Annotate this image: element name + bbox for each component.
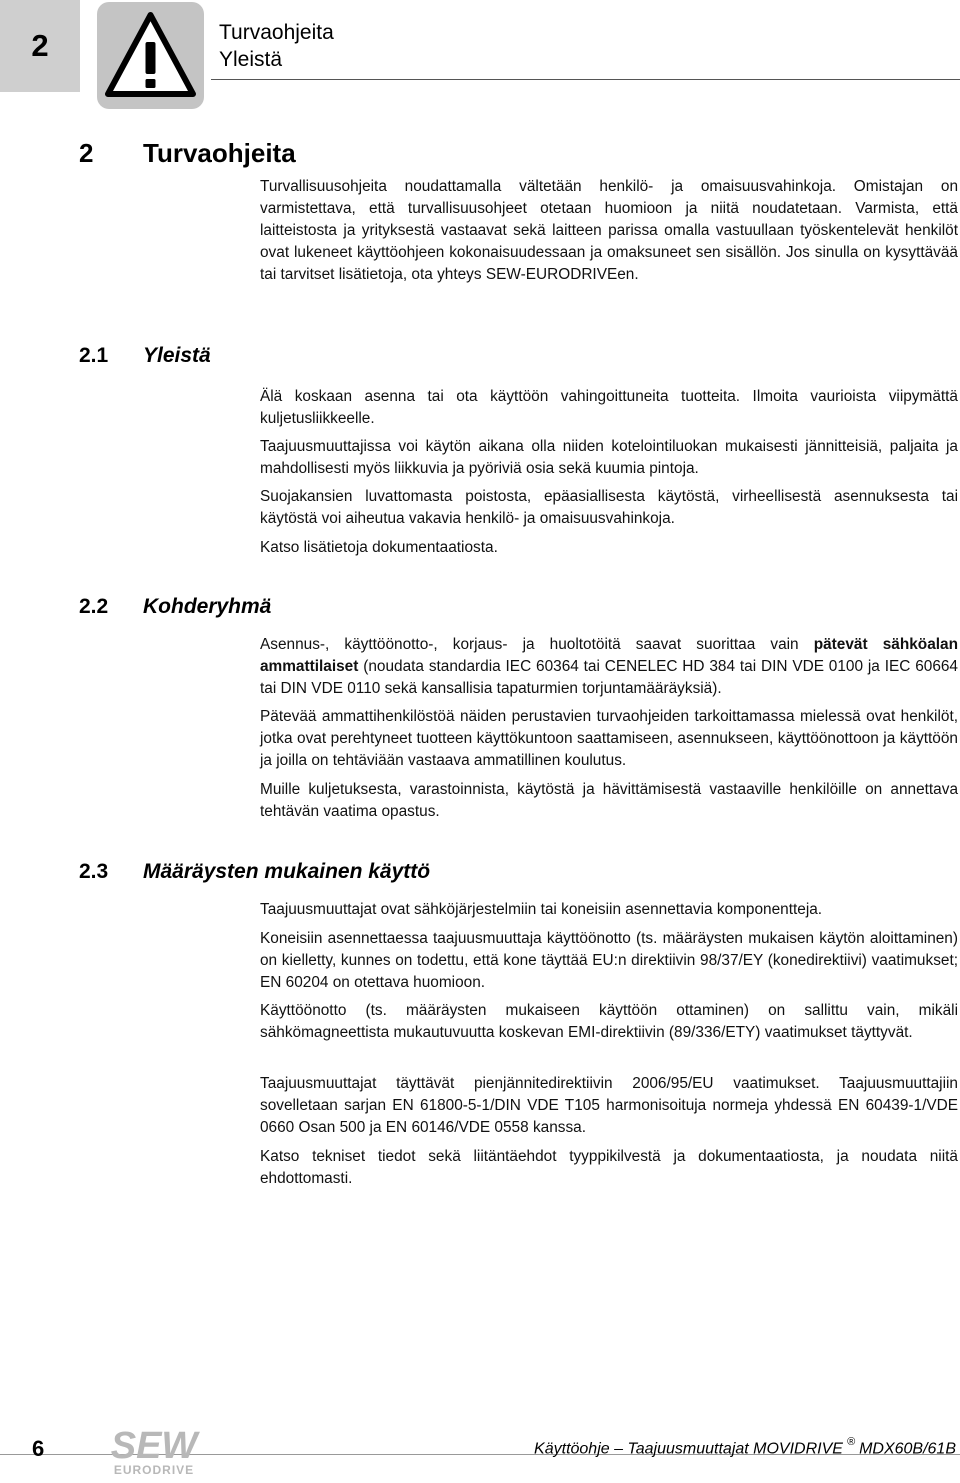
header-title: Turvaohjeita xyxy=(219,21,334,44)
section-number: 2.1 xyxy=(79,344,109,367)
page-number: 6 xyxy=(32,1436,45,1461)
paragraph-2-2-c: Muille kuljetuksesta, varastoinnista, käytöstä ja hävittämisestä vastaaville henkilöille on annettava tehtävän vaatima opastus. xyxy=(260,781,958,820)
section-heading-2-3 xyxy=(79,860,430,884)
document-title xyxy=(534,1438,956,1458)
section-title: Yleistä xyxy=(143,344,211,367)
text-run: (noudata standardia IEC 60364 tai CENELEC HD 384 tai DIN VDE 0100 ja IEC 60664 tai DIN VDE 0110 sekä kansallisia tapaturmien torjuntamääräyksiä). xyxy=(260,658,958,697)
doc-title-text: Käyttöohje – Taajuusmuuttajat MOVIDRIVE xyxy=(534,1440,843,1458)
main-paragraph: Turvallisuusohjeita noudattamalla vältetään henkilö- ja omaisuusvahinkoja. Omistajan on varmistettava, että turvallisuusohjeet otetaan huomioon ja niitä noudatetaan. Varmista, että laitteistosta ja yrityksestä vastaavat sekä laitteen parissa omalla vastuullaan työskentelevät henkilöt ovat lukeneet käyttöohjeen kokonaisuudessaan ja omaksuneet sen sisällön. Jos sinulla on kysyttävää tai tarvitset lisätietoja, ota yhteys SEW-EURODRIVEen. xyxy=(260,178,958,283)
warning-box xyxy=(97,2,204,109)
text-run: Asennus-, käyttöönotto-, korjaus- ja huoltotöitä saavat suorittaa vain xyxy=(260,636,814,653)
paragraph-2-1-c: Suojakansien luvattomasta poistosta, epäasiallisesta käytöstä, virheellisestä asennuksesta tai käytöstä voi aiheutua vakavia henkilö- ja omaisuusvahinkoja. xyxy=(260,488,958,527)
section-number: 2.3 xyxy=(79,860,109,883)
paragraph-2-3-a: Taajuusmuuttajat ovat sähköjärjestelmiin tai koneisiin asennettavia komponentteja. xyxy=(260,901,823,918)
warning-triangle-icon xyxy=(97,2,204,109)
doc-title-model: MDX60B/61B xyxy=(859,1440,956,1458)
paragraph-2-1-a: Älä koskaan asenna tai ota käyttöön vahingoittuneita tuotteita. Ilmoita vaurioista viipymättä kuljetusliikkeelle. xyxy=(260,388,958,427)
paragraph-2-2-a xyxy=(260,634,958,700)
section-title: Turvaohjeita xyxy=(143,138,296,168)
paragraph-2-2-b: Pätevää ammattihenkilöstöä näiden perustavien turvaohjeiden tarkoittamassa mielessä ovat henkilöt, jotka ovat perehtyneet tuotteen käyttökuntoon saattamiseen, asennukseen, käyttöönottoon ja käyttöön ja joilla on tehtäviään vastaava ammatillinen koulutus. xyxy=(260,708,958,769)
paragraph-2-1-b: Taajuusmuuttajissa voi käytön aikana olla niiden kotelointiluokan mukaisesti jännitteisiä, paljaita ja mahdollisesti myös liikkuvia ja pyöriviä osia sekä kuumia pintoja. xyxy=(260,438,958,477)
chapter-number: 2 xyxy=(31,28,49,63)
section-heading-2-1 xyxy=(79,344,211,368)
section-heading-2-2 xyxy=(79,595,271,619)
header-rule xyxy=(211,79,960,80)
bold-text: pätevät sähköalan ammattilaiset xyxy=(260,636,958,675)
paragraph-2-1-d: Katso lisätietoja dokumentaatiosta. xyxy=(260,539,498,556)
sew-eurodrive-logo xyxy=(100,1426,208,1483)
section-title: Määräysten mukainen käyttö xyxy=(143,860,431,883)
header-subtitle: Yleistä xyxy=(219,48,283,71)
registered-mark: ® xyxy=(846,1436,856,1448)
paragraph-2-3-e: Katso tekniset tiedot sekä liitäntäehdot tyyppikilvestä ja dokumentaatiosta, ja noudata niitä ehdottomasti. xyxy=(260,1148,958,1187)
paragraph-2-3-c: Käyttöönotto (ts. määräysten mukaiseen käyttöön ottaminen) on sallittu vain, mikäli sähkömagneettista mukautuvuutta koskevan EMI-direktiivin (89/336/ETY) vaatimukset täyttyvät. xyxy=(260,1002,958,1041)
svg-text:SEW: SEW xyxy=(110,1426,198,1467)
section-number: 2.2 xyxy=(79,595,109,618)
section-number: 2 xyxy=(79,138,94,168)
paragraph-2-3-d: Taajuusmuuttajat täyttävät pienjännitedirektiivin 2006/95/EU vaatimukset. Taajuusmuuttajiin sovelletaan sarjan EN 61800-5-1/DIN VDE T105 harmonisoituja normeja yhdessä EN 60439-1/VDE 0660 Osan 500 ja EN 60146/VDE 0558 kanssa. xyxy=(260,1075,958,1136)
svg-text:EURODRIVE: EURODRIVE xyxy=(113,1463,195,1477)
chapter-tab xyxy=(0,0,80,92)
section-heading-main xyxy=(79,138,296,169)
paragraph-2-3-b: Koneisiin asennettaessa taajuusmuuttaja käyttöönotto (ts. määräysten mukaisen käytön aloittaminen) on kielletty, kunnes on todettu, että kone täyttää EU:n direktiivin 98/37/EY (konedirektiivi) vaatimukset; EN 60204 on otettava huomioon. xyxy=(260,930,958,991)
section-title: Kohderyhmä xyxy=(143,595,272,618)
